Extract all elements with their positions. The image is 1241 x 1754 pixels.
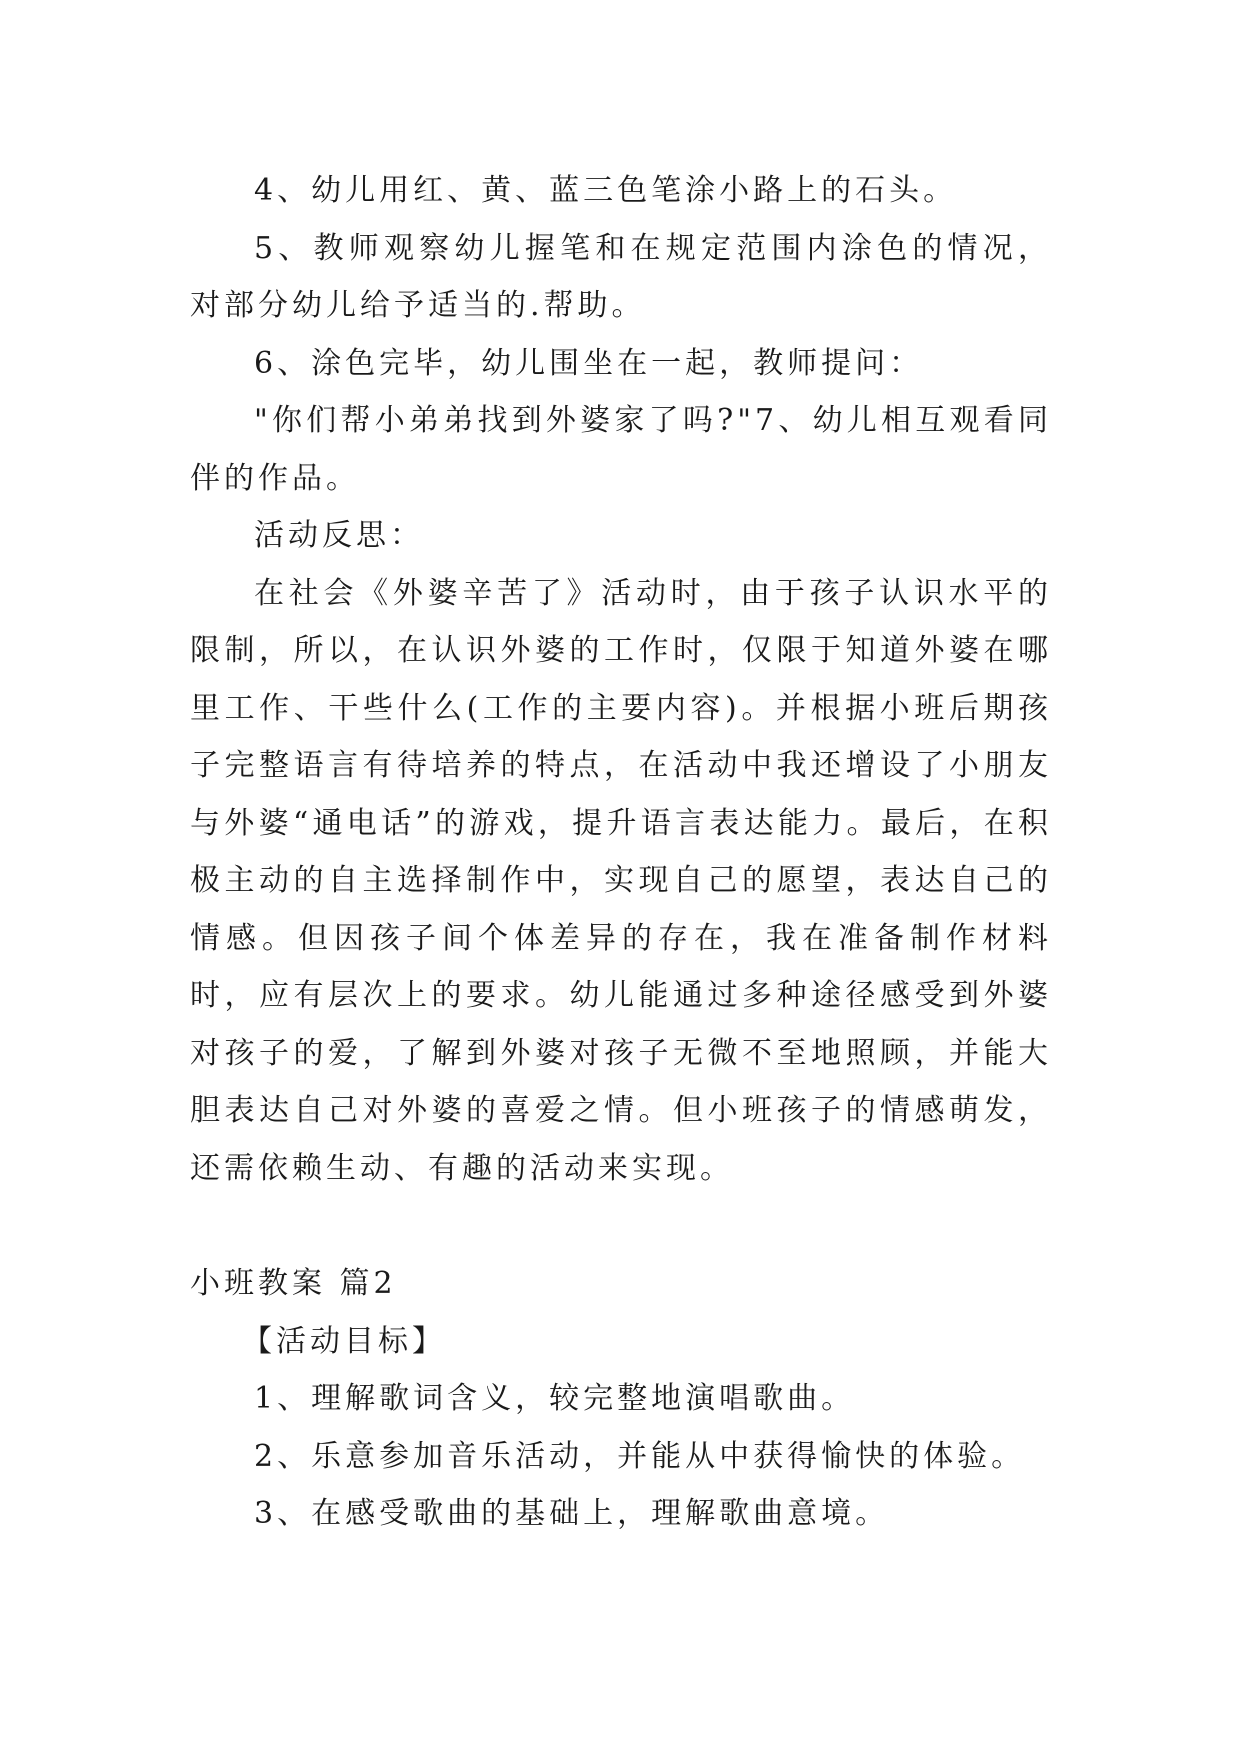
reflection-heading: 活动反思： [254, 518, 424, 553]
document-body [190, 162, 1052, 1543]
step-5-paragraph: 5、教师观察幼儿握笔和在规定范围内涂色的情况，对部分幼儿给予适当的.帮助。 [190, 230, 1052, 323]
objectives-heading: 【活动目标】 [242, 1323, 446, 1359]
section-spacer [190, 1197, 1052, 1255]
reflection-paragraph: 在社会《外婆辛苦了》活动时，由于孩子认识水平的限制，所以，在认识外婆的工作时，仅限于知道外婆在哪里工作、干些什么(工作的主要内容)。并根据小班后期孩子完整语言有待培养的特点，在活动中我还增设了小朋友与外婆“通电话”的游戏，提升语言表达能力。最后，在积极主动的自主选择制作中，实现自己的愿望，表达自己的情感。但因孩子间个体差异的存在，我在准备制作材料时，应有层次上的要求。幼儿能通过多种途径感受到外婆对孩子的爱，了解到外婆对孩子无微不至地照顾，并能大胆表达自己对外婆的喜爱之情。但小班孩子的情感萌发，还需依赖生动、有趣的活动来实现。 [190, 575, 1052, 1186]
step-4-paragraph: 4、幼儿用红、黄、蓝三色笔涂小路上的石头。 [254, 173, 958, 208]
objective-item: 3、在感受歌曲的基础上，理解歌曲意境。 [254, 1496, 890, 1531]
step-6-paragraph: 6、涂色完毕，幼儿围坐在一起，教师提问： [254, 345, 924, 381]
step-7-paragraph: "你们帮小弟弟找到外婆家了吗?"7、幼儿相互观看同伴的作品。 [190, 403, 1052, 496]
section-title: 小班教案 篇2 [190, 1266, 397, 1301]
objective-item: 1、理解歌词含义，较完整地演唱歌曲。 [254, 1381, 856, 1416]
objective-item: 2、乐意参加音乐活动，并能从中获得愉快的体验。 [254, 1438, 1026, 1474]
